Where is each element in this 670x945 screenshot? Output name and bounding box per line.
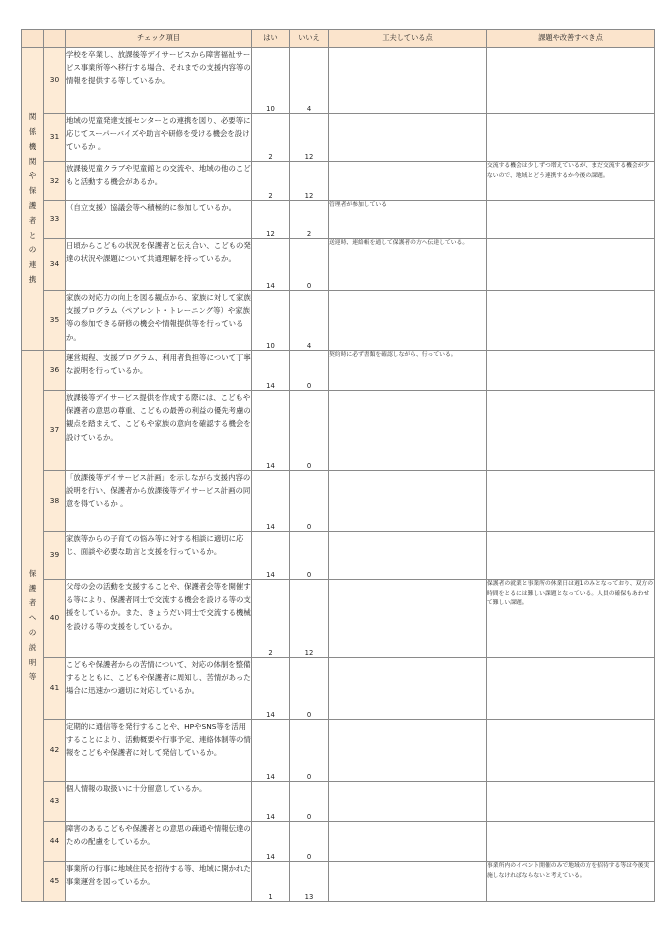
check-item-text: 放課後等デイサービス提供を作成する際には、こどもや保護者の意思の尊重、こどもの最善の利益の優先考慮の観点を踏まえて、こどもや家族の意向を確認する機会を設けているか。 xyxy=(66,391,252,471)
header-check-item: チェック項目 xyxy=(66,30,252,48)
no-count: 12 xyxy=(290,162,329,201)
check-item-text: 個人情報の取扱いに十分留意しているか。 xyxy=(66,782,252,822)
table-row xyxy=(22,471,655,532)
category-label-char: の xyxy=(28,245,37,255)
effort-note xyxy=(329,114,487,162)
issue-note xyxy=(487,201,655,239)
table-row xyxy=(22,351,655,391)
yes-count: 12 xyxy=(252,201,290,239)
category-label-char: 者 xyxy=(28,215,37,225)
issue-note xyxy=(487,239,655,291)
header-row xyxy=(22,30,655,48)
issue-note xyxy=(487,720,655,782)
effort-note: 管理者が参加している xyxy=(329,201,487,239)
category-label-char: 明 xyxy=(28,657,37,667)
check-item-text: 運営規程、支援プログラム、利用者負担等について丁寧な説明を行っているか。 xyxy=(66,351,252,391)
check-item-text: 父母の会の活動を支援することや、保護者会等を開催する等により、保護者同士で交流する機会を設ける等の支援をしているか。また、きょうだい同士で交流する機械を設ける等の支援をしているか。 xyxy=(66,580,252,658)
table-row xyxy=(22,532,655,580)
effort-note xyxy=(329,822,487,862)
check-item-text: 地域の児童発達支援センターとの連携を図り、必要等に応じてスーパーバイズや助言や研修を受ける機会を設けているか 。 xyxy=(66,114,252,162)
row-number: 35 xyxy=(44,291,66,351)
row-number: 30 xyxy=(44,48,66,114)
no-count: 2 xyxy=(290,201,329,239)
effort-note: 送迎時、連絡帳を通して保護者の方へ伝達している。 xyxy=(329,239,487,291)
no-count: 0 xyxy=(290,471,329,532)
no-count: 4 xyxy=(290,291,329,351)
self-evaluation-table xyxy=(21,29,655,902)
category-label-char: 携 xyxy=(28,274,37,284)
issue-note xyxy=(487,532,655,580)
yes-count: 14 xyxy=(252,782,290,822)
effort-note xyxy=(329,862,487,902)
no-count: 4 xyxy=(290,48,329,114)
check-item-text: 日頃からこどもの状況を保護者と伝え合い、こどもの発達の状況や課題について共通理解を持っているか。 xyxy=(66,239,252,291)
effort-note xyxy=(329,48,487,114)
row-number: 34 xyxy=(44,239,66,291)
header-effort: 工夫している点 xyxy=(329,30,487,48)
yes-count: 14 xyxy=(252,391,290,471)
issue-note xyxy=(487,291,655,351)
issue-note xyxy=(487,114,655,162)
yes-count: 2 xyxy=(252,162,290,201)
row-number: 42 xyxy=(44,720,66,782)
check-item-text: 学校を卒業し、放課後等デイサービスから障害福祉サービス事業所等へ移行する場合、それまでの支援内容等の情報を提供する等しているか。 xyxy=(66,48,252,114)
row-number: 32 xyxy=(44,162,66,201)
table-row xyxy=(22,239,655,291)
yes-count: 2 xyxy=(252,114,290,162)
issue-note: 事業所内のイベント開催のみで地域の方を招待する等は今後実施しなければならないと考えている。 xyxy=(487,862,655,902)
category-label-char: 関 xyxy=(28,156,37,166)
effort-note xyxy=(329,471,487,532)
check-item-text: 家族等からの子育ての悩み等に対する相談に適切に応じ、面談や必要な助言と支援を行っているか。 xyxy=(66,532,252,580)
check-item-text: 障害のあるこどもや保護者との意思の疎通や情報伝達のための配慮をしているか。 xyxy=(66,822,252,862)
category-label-char: へ xyxy=(28,613,37,623)
yes-count: 14 xyxy=(252,239,290,291)
category-label-char: 機 xyxy=(28,141,37,151)
header-issues: 課題や改善すべき点 xyxy=(487,30,655,48)
table-row xyxy=(22,822,655,862)
issue-note: 交流する機会は少しずつ増えているが、まだ交流する機会が少ないので、地域とどう連携するか今後の課題。 xyxy=(487,162,655,201)
yes-count: 14 xyxy=(252,822,290,862)
effort-note xyxy=(329,720,487,782)
row-number: 40 xyxy=(44,580,66,658)
effort-note xyxy=(329,782,487,822)
category-label-char: 者 xyxy=(28,598,37,608)
category-label-char: 護 xyxy=(28,201,37,210)
no-count: 12 xyxy=(290,580,329,658)
no-count: 13 xyxy=(290,862,329,902)
table-row xyxy=(22,391,655,471)
category-label-char: 関 xyxy=(28,112,37,122)
issue-note xyxy=(487,782,655,822)
issue-note xyxy=(487,391,655,471)
category-label-char: と xyxy=(28,230,37,240)
yes-count: 14 xyxy=(252,720,290,782)
no-count: 0 xyxy=(290,822,329,862)
row-number: 43 xyxy=(44,782,66,822)
row-number: 39 xyxy=(44,532,66,580)
table-row xyxy=(22,291,655,351)
no-count: 0 xyxy=(290,782,329,822)
category-cell xyxy=(22,351,44,902)
row-number: 38 xyxy=(44,471,66,532)
issue-note xyxy=(487,48,655,114)
effort-note xyxy=(329,658,487,720)
effort-note xyxy=(329,291,487,351)
check-item-text: 家族の対応力の向上を図る観点から、家族に対して家族支援プログラム（ペアレント・トレーニング等）や家族等の参加できる研修の機会や情報提供等を行っているか。 xyxy=(66,291,252,351)
effort-note xyxy=(329,391,487,471)
no-count: 0 xyxy=(290,239,329,291)
table-row xyxy=(22,580,655,658)
category-label-char: 連 xyxy=(28,260,37,270)
no-count: 0 xyxy=(290,351,329,391)
check-item-text: 「放課後等デイサービス計画」を示しながら支援内容の説明を行い、保護者から放課後等デイサービス計画の同意を得ているか 。 xyxy=(66,471,252,532)
check-item-text: 事業所の行事に地域住民を招待する等、地域に開かれた事業運営を図っているか。 xyxy=(66,862,252,902)
yes-count: 10 xyxy=(252,48,290,114)
row-number: 36 xyxy=(44,351,66,391)
header-yes: はい xyxy=(252,30,290,48)
yes-count: 2 xyxy=(252,580,290,658)
effort-note: 契約時に必ず書類を確認しながら、行っている。 xyxy=(329,351,487,391)
table-row xyxy=(22,782,655,822)
issue-note xyxy=(487,471,655,532)
effort-note xyxy=(329,580,487,658)
category-label-char: 護 xyxy=(28,583,37,593)
yes-count: 1 xyxy=(252,862,290,902)
issue-note: 保護者の就業と事業所の休業日は週1のみとなっており、双方の時間をとるには難しい課題となっている。人員の確保もあわせて難しい課題。 xyxy=(487,580,655,658)
yes-count: 14 xyxy=(252,351,290,391)
table-row xyxy=(22,658,655,720)
table-row xyxy=(22,201,655,239)
table-row xyxy=(22,48,655,114)
category-label-char: 説 xyxy=(28,642,37,652)
yes-count: 14 xyxy=(252,471,290,532)
yes-count: 14 xyxy=(252,658,290,720)
no-count: 0 xyxy=(290,532,329,580)
category-label-char: 保 xyxy=(28,186,37,196)
yes-count: 14 xyxy=(252,532,290,580)
row-number: 45 xyxy=(44,862,66,902)
header-no: いいえ xyxy=(290,30,329,48)
category-label-char: や xyxy=(28,171,37,181)
issue-note xyxy=(487,658,655,720)
category-label-char: 保 xyxy=(28,568,37,578)
no-count: 0 xyxy=(290,391,329,471)
row-number: 31 xyxy=(44,114,66,162)
issue-note xyxy=(487,351,655,391)
no-count: 12 xyxy=(290,114,329,162)
check-item-text: （自立支援）協議会等へ積極的に参加しているか。 xyxy=(66,201,252,239)
no-count: 0 xyxy=(290,658,329,720)
header-blank-category xyxy=(22,30,44,48)
category-cell xyxy=(22,48,44,351)
check-item-text: 放課後児童クラブや児童館との交流や、地域の他のこどもと活動する機会があるか。 xyxy=(66,162,252,201)
category-label-char: 係 xyxy=(28,127,37,137)
table-row xyxy=(22,114,655,162)
table-row xyxy=(22,720,655,782)
category-label-char: の xyxy=(28,628,37,637)
row-number: 33 xyxy=(44,201,66,239)
effort-note xyxy=(329,162,487,201)
row-number: 37 xyxy=(44,391,66,471)
check-item-text: 定期的に通信等を発行することや、HPやSNS等を活用することにより、活動概要や行事予定、連絡体制等の情報をこどもや保護者に対して発信しているか。 xyxy=(66,720,252,782)
table-row xyxy=(22,162,655,201)
header-blank-number xyxy=(44,30,66,48)
check-item-text: こどもや保護者からの苦情について、対応の体制を整備するとともに、こどもや保護者に周知し、苦情があった場合に迅速かつ適切に対応しているか。 xyxy=(66,658,252,720)
row-number: 44 xyxy=(44,822,66,862)
row-number: 41 xyxy=(44,658,66,720)
yes-count: 10 xyxy=(252,291,290,351)
table-row xyxy=(22,862,655,902)
no-count: 0 xyxy=(290,720,329,782)
category-label-char: 等 xyxy=(28,672,37,682)
effort-note xyxy=(329,532,487,580)
issue-note xyxy=(487,822,655,862)
